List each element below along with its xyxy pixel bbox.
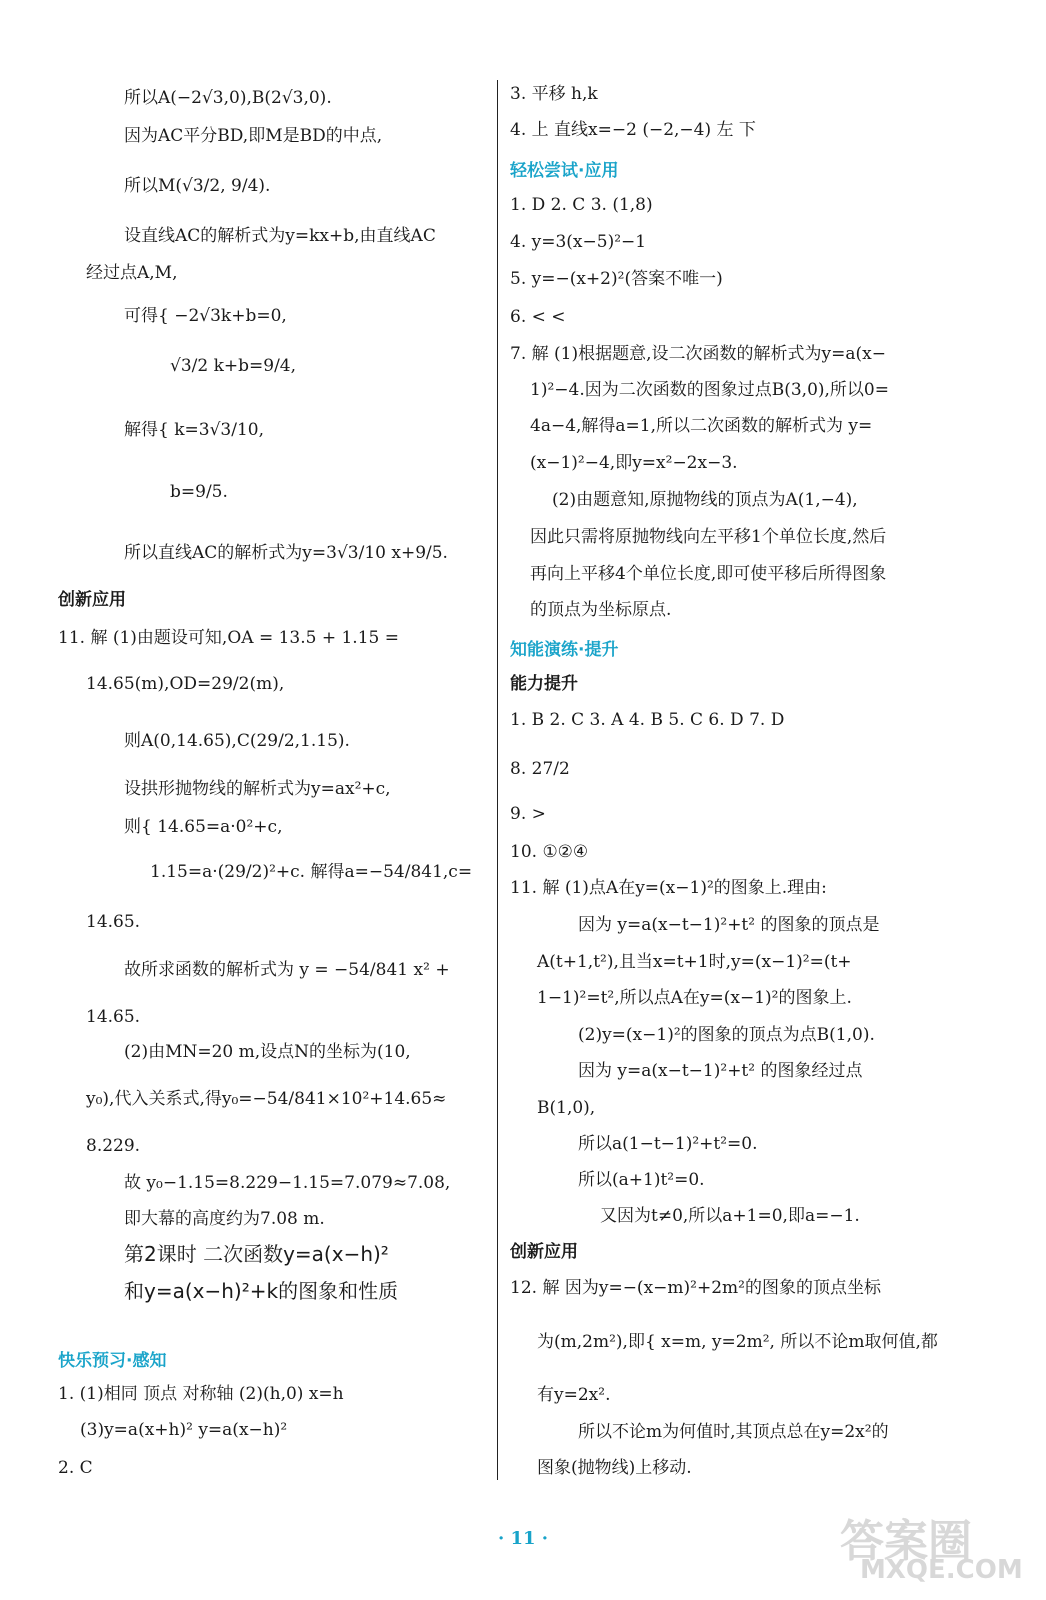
text-line: (2)y=(x−1)²的图象的顶点为点B(1,0). (578, 1025, 875, 1045)
text-line: 设直线AC的解析式为y=kx+b,由直线AC (124, 226, 436, 246)
text-line: 所以(a+1)t²=0. (578, 1170, 705, 1190)
lesson-title: 第2课时 二次函数y=a(x−h)² (124, 1242, 389, 1266)
text-line: 因为AC平分BD,即M是BD的中点, (124, 126, 383, 146)
text-line: (3)y=a(x+h)² y=a(x−h)² (80, 1420, 288, 1440)
text-line: 14.65. (86, 912, 141, 932)
text-line: 故所求函数的解析式为 y = −54/841 x² + (124, 960, 450, 980)
text-line: 9. > (510, 804, 546, 824)
text-line: 5. y=−(x+2)²(答案不唯一) (510, 269, 723, 289)
text-line: 所以a(1−t−1)²+t²=0. (578, 1134, 758, 1154)
text-line: y₀),代入关系式,得y₀=−54/841×10²+14.65≈ (86, 1089, 447, 1109)
text-line: 再向上平移4个单位长度,即可使平移后所得图象 (530, 564, 887, 584)
text-line: A(t+1,t²),且当x=t+1时,y=(x−1)²=(t+ (537, 952, 852, 972)
watermark-logo: 答案圈 (840, 1516, 972, 1567)
text-line: 所以M(√3/2, 9/4). (124, 176, 271, 196)
text-line: 11. 解 (1)点A在y=(x−1)²的图象上.理由: (510, 878, 827, 898)
text-line: 解得{ k=3√3/10, (124, 420, 264, 440)
text-line: 1)²−4.因为二次函数的图象过点B(3,0),所以0= (530, 380, 889, 400)
text-line: 1. (1)相同 顶点 对称轴 (2)(h,0) x=h (58, 1384, 344, 1404)
text-line: b=9/5. (170, 482, 228, 502)
text-line: 6. < < (510, 307, 566, 327)
text-line: 12. 解 因为y=−(x−m)²+2m²的图象的顶点坐标 (510, 1278, 881, 1298)
text-line: 的顶点为坐标原点. (530, 600, 672, 620)
text-line: 为(m,2m²),即{ x=m, y=2m², 所以不论m取何值,都 (537, 1332, 938, 1352)
text-line: 7. 解 (1)根据题意,设二次函数的解析式为y=a(x− (510, 344, 886, 364)
watermark-url: MXQE.COM (860, 1555, 1023, 1585)
page-number: · 11 · (497, 1528, 549, 1549)
text-line: 则A(0,14.65),C(29/2,1.15). (124, 731, 350, 751)
text-line: 图象(抛物线)上移动. (537, 1458, 692, 1478)
text-line: 1. D 2. C 3. (1,8) (510, 195, 653, 215)
section-heading: 轻松尝试·应用 (510, 161, 619, 181)
text-line: 又因为t≠0,所以a+1=0,即a=−1. (600, 1206, 860, 1226)
section-heading: 快乐预习·感知 (58, 1351, 167, 1371)
text-line: 因为 y=a(x−t−1)²+t² 的图象经过点 (578, 1061, 863, 1081)
text-line: 11. 解 (1)由题设可知,OA = 13.5 + 1.15 = (58, 628, 399, 648)
text-line: B(1,0), (537, 1098, 596, 1118)
section-heading: 知能演练·提升 (510, 640, 619, 660)
text-line: 经过点A,M, (86, 263, 178, 283)
text-line: (2)由题意知,原抛物线的顶点为A(1,−4), (552, 490, 858, 510)
text-line: 故 y₀−1.15=8.229−1.15=7.079≈7.08, (124, 1173, 451, 1193)
lesson-title: 和y=a(x−h)²+k的图象和性质 (124, 1279, 399, 1303)
text-line: √3/2 k+b=9/4, (170, 356, 297, 376)
text-line: 8. 27/2 (510, 759, 570, 779)
text-line: 14.65. (86, 1007, 141, 1027)
text-line: (x−1)²−4,即y=x²−2x−3. (530, 453, 738, 473)
text-line: 所以A(−2√3,0),B(2√3,0). (124, 88, 332, 108)
text-line: 4. y=3(x−5)²−1 (510, 232, 647, 252)
text-line: 因此只需将原抛物线向左平移1个单位长度,然后 (530, 527, 887, 547)
section-heading: 创新应用 (510, 1242, 578, 1262)
text-line: 1.15=a·(29/2)²+c. 解得a=−54/841,c= (150, 862, 473, 882)
text-line: 3. 平移 h,k (510, 84, 598, 104)
text-line: 所以直线AC的解析式为y=3√3/10 x+9/5. (124, 543, 448, 563)
text-line: 即大幕的高度约为7.08 m. (124, 1209, 325, 1229)
text-line: 4a−4,解得a=1,所以二次函数的解析式为 y= (530, 416, 873, 436)
text-line: 10. ①②④ (510, 842, 589, 862)
text-line: 所以不论m为何值时,其顶点总在y=2x²的 (578, 1422, 889, 1442)
section-heading: 能力提升 (510, 674, 578, 694)
text-line: 1−1)²=t²,所以点A在y=(x−1)²的图象上. (537, 988, 852, 1008)
section-heading: 创新应用 (58, 590, 126, 610)
column-divider (497, 80, 498, 1480)
text-line: 可得{ −2√3k+b=0, (124, 306, 287, 326)
text-line: 8.229. (86, 1136, 141, 1156)
text-line: 14.65(m),OD=29/2(m), (86, 674, 285, 694)
text-line: 因为 y=a(x−t−1)²+t² 的图象的顶点是 (578, 915, 880, 935)
text-line: 2. C (58, 1458, 93, 1478)
text-line: (2)由MN=20 m,设点N的坐标为(10, (124, 1042, 411, 1062)
text-line: 4. 上 直线x=−2 (−2,−4) 左 下 (510, 120, 756, 140)
text-line: 1. B 2. C 3. A 4. B 5. C 6. D 7. D (510, 710, 785, 730)
text-line: 设拱形抛物线的解析式为y=ax²+c, (124, 779, 391, 799)
text-line: 有y=2x². (537, 1385, 611, 1405)
text-line: 则{ 14.65=a·0²+c, (124, 817, 283, 837)
